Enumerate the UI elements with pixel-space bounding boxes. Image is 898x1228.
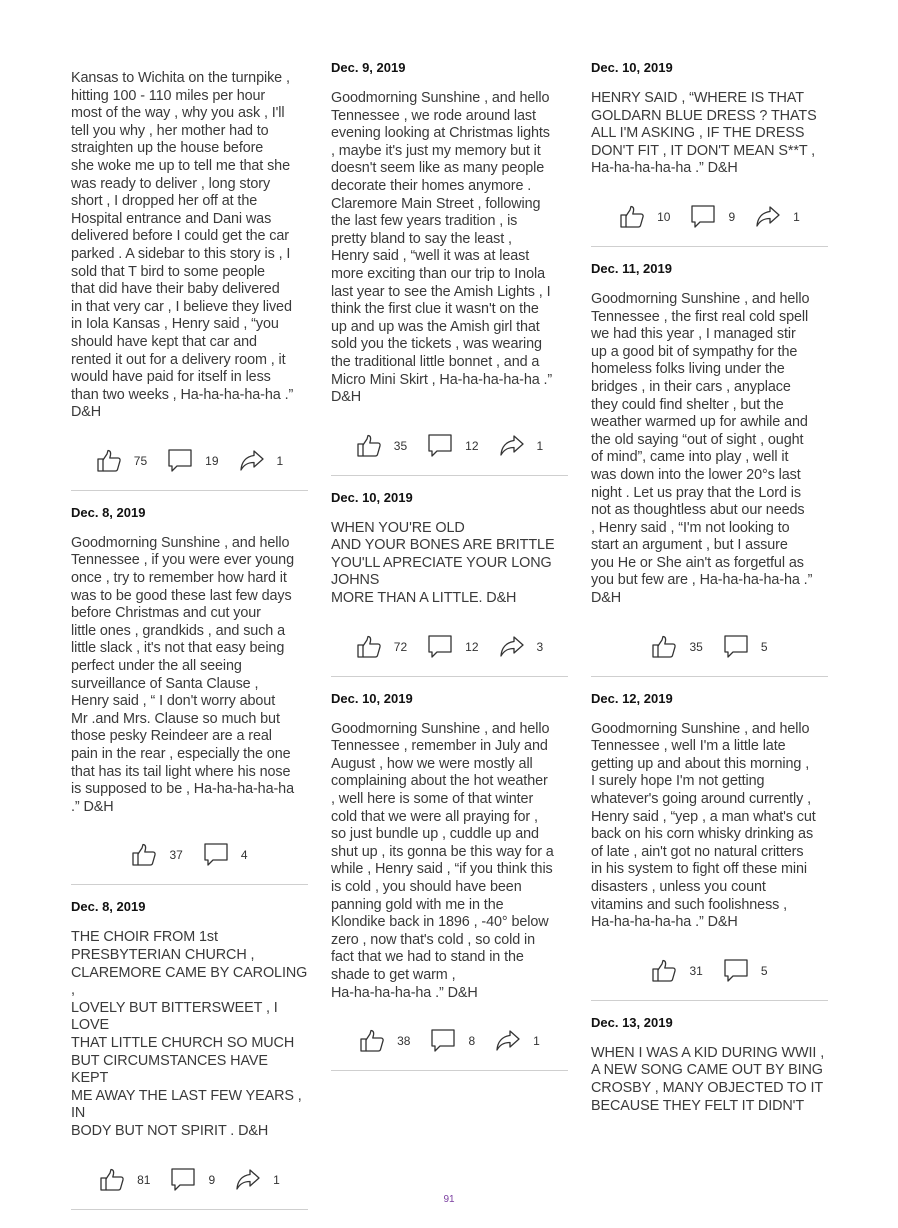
like-count: 37 [169, 848, 183, 863]
comment-icon[interactable] [427, 433, 453, 459]
like-reaction[interactable] [99, 1168, 150, 1192]
like-count: 35 [393, 438, 408, 453]
like-reaction[interactable] [359, 1029, 410, 1053]
share-reaction[interactable] [755, 205, 800, 229]
like-reaction[interactable] [131, 843, 182, 867]
post-date: Dec. 12, 2019 [591, 690, 673, 706]
share-icon[interactable] [755, 205, 781, 229]
share-count: 1 [273, 1172, 280, 1187]
post [71, 899, 308, 1209]
divider [331, 1070, 568, 1071]
reaction-bar [331, 632, 568, 662]
post-date: Dec. 9, 2019 [331, 60, 406, 75]
like-count: 31 [689, 963, 703, 978]
post [331, 490, 568, 677]
like-reaction[interactable] [96, 449, 147, 473]
comment-reaction[interactable] [203, 842, 248, 868]
comment-reaction[interactable] [167, 448, 218, 474]
comment-count: 12 [465, 639, 479, 654]
thumbs-up-icon[interactable] [651, 959, 677, 983]
comment-count: 4 [240, 848, 248, 863]
like-reaction[interactable] [356, 434, 407, 458]
like-count: 10 [657, 209, 671, 224]
comment-reaction[interactable] [690, 204, 735, 230]
share-icon[interactable] [495, 1029, 521, 1053]
divider [71, 1209, 308, 1210]
post [331, 691, 568, 1072]
reaction-bar [71, 1165, 308, 1195]
post-text: Kansas to Wichita on the turnpike , hitting 100 - 110 miles per hour most of the way , why you ask , I'll tell you why , her mother had to straighten up the house before she woke me up to tell me that she was ready to deliver , long story short , I dropped her off at the Hospital entrance and Dani was delivered before I could get the car parked . A sidebar to this story is , I sold that T bird to some people that did have their baby delivered in that very car , I believe they lived in Iola Kansas , Henry said , “you should have kept that car and rented it out for a delivery room , it would have paid for itself in less than two weeks , Ha-ha-ha-ha-ha .” D&H [71, 70, 294, 421]
comment-reaction[interactable] [427, 634, 478, 660]
post-text: WHEN I WAS A KID DURING WWII , A NEW SONG CAME OUT BY BING CROSBY , MANY OBJECTED TO IT BECAUSE THEY FELT IT DIDN'T [591, 1044, 825, 1114]
share-reaction[interactable] [239, 449, 284, 473]
thumbs-up-icon[interactable] [356, 635, 382, 659]
divider [591, 676, 828, 677]
post-date: Dec. 11, 2019 [591, 260, 672, 276]
divider [71, 884, 308, 885]
post-text: Goodmorning Sunshine , and hello Tennessee , if you were ever young once , try to remember how hard it was to be good these last few days before Christmas and cut your little ones , grandkids , and such a little slack , it's not that easy being perfect under the all seeing surveillance of Santa Clause , Henry said , “ I don't worry about Mr .and Mrs. Clause so much but those pesky Reindeer are a real pain in the rear , especially the one that has its tail light where his nose is supposed to be , Ha-ha-ha-ha-ha .” D&H [71, 534, 294, 815]
reaction-bar [71, 446, 308, 476]
like-reaction[interactable] [356, 635, 407, 659]
like-count: 72 [393, 639, 408, 654]
share-icon[interactable] [239, 449, 265, 473]
share-reaction[interactable] [499, 434, 544, 458]
share-count: 1 [793, 209, 800, 224]
column-3 [591, 60, 828, 1115]
post-date: Dec. 10, 2019 [591, 60, 673, 75]
reaction-bar [591, 956, 828, 986]
comment-count: 9 [728, 209, 736, 224]
column-2 [331, 60, 568, 1085]
comment-count: 5 [760, 963, 768, 978]
post [71, 505, 308, 886]
divider [331, 676, 568, 677]
post-text: Goodmorning Sunshine , and hello Tennessee , we rode around last evening looking at Christmas lights , maybe it's just my memory but it doesn't seem like as many people decorate their homes anymore . Claremore Main Street , following the last few years tradition , is pretty bland to say the least , Henry said , “well it was at least more exciting than our trip to Inola last year to see the Amish Lights , I think the first clue it wasn't on the up and up was the Amish girl that sold you the tickets , was wearing the traditional little bonnet , and a Micro Mini Skirt , Ha-ha-ha-ha-ha .” D&H [331, 90, 553, 406]
share-reaction[interactable] [495, 1029, 540, 1053]
post [591, 691, 828, 1001]
share-count: 1 [276, 453, 284, 468]
comment-icon[interactable] [203, 842, 229, 868]
comment-reaction[interactable] [430, 1028, 475, 1054]
comment-icon[interactable] [170, 1167, 196, 1193]
reaction-bar [331, 431, 568, 461]
post [591, 1015, 828, 1115]
comment-icon[interactable] [723, 958, 749, 984]
divider [591, 1000, 828, 1001]
like-count: 81 [137, 1172, 151, 1187]
share-icon[interactable] [499, 635, 525, 659]
comment-icon[interactable] [427, 634, 453, 660]
post-date: Dec. 10, 2019 [331, 690, 413, 706]
thumbs-up-icon[interactable] [651, 635, 677, 659]
post-text: Goodmorning Sunshine , and hello Tennessee , remember in July and August , how we were mostly all complaining about the hot weather , well here is some of that winter cold that we were all praying for , so just bundle up , cuddle up and shut up , its gonna be this way for a while , Henry said , “if you think this is cold , you should have been panning gold with me in the Klondike back in 1896 , -40° below zero , now that's cold , so cold in fact that we had to stand in the shade to get warm , Ha-ha-ha-ha-ha .” D&H [331, 720, 554, 1001]
thumbs-up-icon[interactable] [356, 434, 382, 458]
divider [71, 490, 308, 491]
thumbs-up-icon[interactable] [99, 1168, 125, 1192]
comment-reaction[interactable] [723, 634, 768, 660]
share-reaction[interactable] [235, 1168, 280, 1192]
page-number: 91 [443, 1194, 455, 1205]
comment-icon[interactable] [430, 1028, 456, 1054]
post [591, 60, 828, 247]
post [71, 70, 308, 491]
post-text: Goodmorning Sunshine , and hello Tennessee , the first real cold spell we had this year , I managed stir up a good bit of sympathy for the homeless folks living under the bridges , in their cars , anyplace they could find shelter , but the weather warmed up for awhile and the old saying “out of sight , ought of mind”, came into play , well it was down into the lower 20°s last night . Let us pray that the Lord is not as thoughtless abut our needs , Henry said , “I'm not looking to start an argument , but I assure you He or She ain't as forgetful as you but few are , Ha-ha-ha-ha-ha .” D&H [591, 290, 813, 607]
comment-icon[interactable] [167, 448, 193, 474]
share-reaction[interactable] [499, 635, 544, 659]
column-1 [71, 60, 308, 1224]
share-count: 3 [536, 639, 544, 654]
thumbs-up-icon[interactable] [96, 449, 122, 473]
comment-count: 8 [468, 1034, 476, 1049]
post [331, 60, 568, 476]
like-count: 75 [133, 453, 148, 468]
comment-count: 9 [208, 1172, 216, 1187]
divider [331, 475, 568, 476]
like-count: 35 [689, 639, 703, 654]
post-text: THE CHOIR FROM 1st PRESBYTERIAN CHURCH , CLAREMORE CAME BY CAROLING , LOVELY BUT BITTERSWEET , I LOVE THAT LITTLE CHURCH SO MUCH BUT CIRCUMSTANCES HAVE KEPT ME AWAY THE LAST FEW YEARS , IN BODY BUT NOT SPIRIT . D&H [71, 929, 308, 1139]
divider [591, 246, 828, 247]
like-reaction[interactable] [651, 635, 702, 659]
post [591, 261, 828, 677]
like-reaction[interactable] [651, 959, 702, 983]
like-reaction[interactable] [619, 205, 670, 229]
comment-icon[interactable] [690, 204, 716, 230]
comment-reaction[interactable] [723, 958, 768, 984]
reaction-bar [71, 840, 308, 870]
thumbs-up-icon[interactable] [131, 843, 157, 867]
post-date: Dec. 10, 2019 [331, 489, 413, 505]
comment-count: 19 [205, 453, 219, 468]
reaction-bar [331, 1026, 568, 1056]
comment-icon[interactable] [723, 634, 749, 660]
share-icon[interactable] [499, 434, 525, 458]
share-count: 1 [536, 438, 544, 453]
thumbs-up-icon[interactable] [619, 205, 645, 229]
comment-reaction[interactable] [170, 1167, 215, 1193]
post-date: Dec. 8, 2019 [71, 899, 146, 915]
share-count: 1 [533, 1034, 540, 1049]
share-icon[interactable] [235, 1168, 261, 1192]
like-count: 38 [397, 1034, 411, 1049]
post-text: Goodmorning Sunshine , and hello Tennessee , well I'm a little late getting up and about this morning , I surely hope I'm not getting whatever's going around currently , Henry said , “yep , a man what's cut back on his corn whisky drinking as of late , ain't got no natural critters in his system to fight off these mini disasters , unless you count vitamins and such foolishness , Ha-ha-ha-ha-ha .” D&H [591, 720, 816, 931]
comment-count: 5 [760, 639, 768, 654]
comment-reaction[interactable] [427, 433, 478, 459]
post-text: HENRY SAID , “WHERE IS THAT GOLDARN BLUE DRESS ? THATS ALL I'M ASKING , IF THE DRESS DON'T FIT , IT DON'T MEAN S**T , Ha-ha-ha-ha-ha .” D&H [591, 90, 817, 177]
post-date: Dec. 13, 2019 [591, 1014, 673, 1030]
reaction-bar [591, 202, 828, 232]
comment-count: 12 [465, 438, 479, 453]
post-date: Dec. 8, 2019 [71, 504, 146, 520]
post-text: WHEN YOU'RE OLD AND YOUR BONES ARE BRITTLE YOU'LL APRECIATE YOUR LONG JOHNS MORE THAN A LITTLE. D&H [331, 519, 555, 607]
reaction-bar [591, 632, 828, 662]
thumbs-up-icon[interactable] [359, 1029, 385, 1053]
